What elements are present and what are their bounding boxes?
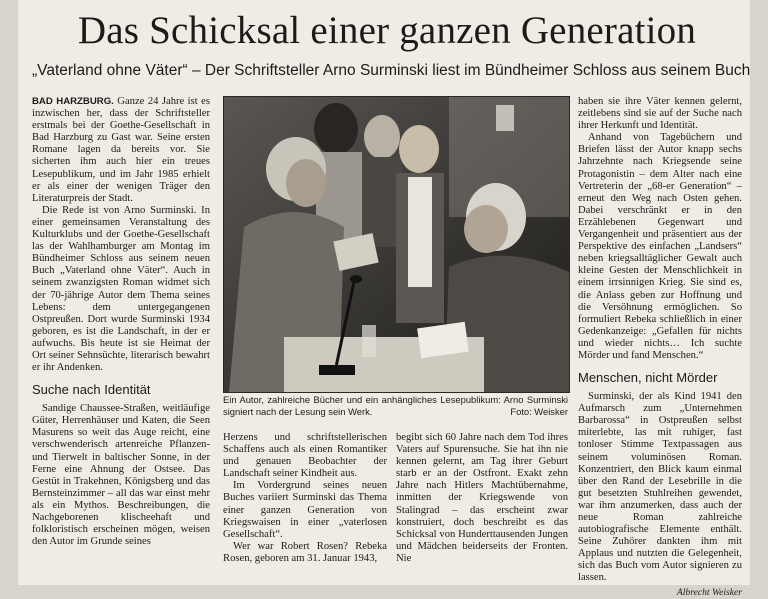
photo-author-signing [223,96,570,393]
headline: Das Schicksal einer ganzen Generation [77,9,697,52]
article-column-1 [32,96,210,548]
article-column-2 [223,432,387,565]
paragraph: Die Rede ist von Arno Surminski. In einer gemeinsamen Veranstaltung des Kulturklubs und der Goethe-Gesellschaft las der Wahlhamburger am Montag im Bündheimer Schloss aus seinem neuen Buch „Vaterland ohne Väter“. Auch in seinem zwanzigsten Roman widmet sich der 70-jährige Autor dem Thema seines Lebens: dem untergegangenen Ostpreußen. Dort wurde Surminski 1934 geboren, es ist die Landschaft, in der er aufwuchs. Bis heute ist sie Heimat der Ort seiner Sehnsüchte, literarisch bewahrt er ihr Andenken. [32,204,210,374]
author-byline: Albrecht Weisker [676,586,742,598]
paragraph: Surminski, der als Kind 1941 den Aufmarsch zum „Unternehmen Barbarossa“ in Ostpreußen selbst miterlebte, las mit ruhiger, fast tonloser Stimme Textpassagen aus seinem voluminösen Roman. Konzentriert, den Blick kaum einmal über den Rand der Lesebrille in die gut besetzten Stuhlreihen gewendet, war ihm anzumerken, dass auch der neue Roman zahlreiche autobiografische Elemente enthält. Seine Zuhörer dankten ihm mit Applaus und nutzten die Gelegenheit, sich das Buch vom Autor signieren zu lassen. [578,391,742,584]
newspaper-clipping [18,0,751,598]
caption-text: Ein Autor, zahlreiche Bücher und ein anhängliches Lesepublikum: Arno Surminski signiert nach der Lesung sein Werk. [223,394,568,417]
paragraph: Anhand von Tagebüchern und Briefen lässt der Autor knapp sechs Jahrzehnte nach Kriegsende seine Protagonistin – dem Alter nach eine Vertreterin der „68-er Generation“ – erneut den Weg nach Osten gehen. Dabei verschränkt er in den Erzählebenen Gegenwart und Vergangenheit und präsentiert aus der Perspektive des einfachen „Landsers“ neben kriegsalltäglicher Gewalt auch kleine Gesten der Menschlichkeit in einem irrsinnigen Krieg. Sie sind es, die Anlass geben zur Hoffnung und die Versöhnung ermöglichen. So formuliert Rebeka schließlich in einer Gedenkanzeige: „Gefallen für nichts und wieder nichts… Ich suchte Mörder und fand Menschen.“ [578,132,742,361]
paragraph: Im Vordergrund seines neuen Buches variiert Surminski das Thema einer ganzen Generation von Kriegswaisen in einer „vaterlosen Gesellschaft“. [223,480,387,540]
paragraph: Sandige Chaussee-Straßen, weitläufige Güter, Herrenhäuser und Katen, die Seen Masurens so weit das Auge reicht, eine verschwenderisch artenreiche Pflanzen- und Tierwelt in baltischer Sonne, in der Ferne eine Ahnung der Ostsee. Das Gestüt in Trakehnen, Königsberg und das Bernsteinzimmer – all das war einst mehr als ein Mythos. Beschreibungen, die Nachgeborenen klischeehaft und folkloristisch erscheinen mögen, weisen den Autor im Grunde seines [32,403,210,548]
photo-credit: Foto: Weisker [510,405,568,417]
paragraph: Wer war Robert Rosen? Rebeka Rosen, geboren am 31. Januar 1943, [223,540,387,564]
section-heading-identitaet: Suche nach Identität [32,382,151,398]
subheadline: „Vaterland ohne Väter“ – Der Schriftsteller Arno Surminski liest im Bündheimer Schloss aus seinem Buch [32,62,751,79]
article-column-4 [578,96,742,599]
paragraph: begibt sich 60 Jahre nach dem Tod ihres Vaters auf Spurensuche. Sie hat ihn nie kennen gelernt, am Tag ihrer Geburt starb er an der Ostfront. Exakt zehn Jahre nach Hitlers Machtübernahme, inmitten der Kriegswende von Stalingrad – das erscheint zwar konstruiert, doch beschreibt es das Schicksal von Hunderttausenden Jungen und Mädchen beiderseits der Fronten. Nie [396,432,568,564]
article-column-3 [396,432,568,565]
paragraph: haben sie ihre Väter kennen gelernt, zeitlebens sind sie auf der Suche nach ihrer Herkunft und Identität. [578,96,742,132]
paragraph-text: Ganze 24 Jahre ist es inzwischen her, dass der Schriftsteller erstmals bei der Goethe-Gesellschaft in Bad Harzburg zu Gast war. Seine ersten Romane lagen da bereits vor. Sie sicherten ihm auch hier ein treues Lesepublikum, und im Jahr 1985 erhielt er als einer der wenigen Träger den Literaturpreis der Stadt. [32,96,210,204]
section-heading-menschen: Menschen, nicht Mörder [578,370,718,386]
photo-illustration [224,97,569,392]
photo-caption [223,394,568,417]
paragraph [32,96,210,205]
paragraph: Herzens und schriftstellerischen Schaffens auch als einen Romantiker und genauen Beobachter der Landschaft seiner Kindheit aus. [223,432,387,480]
dateline: BAD HARZBURG. [32,96,114,107]
